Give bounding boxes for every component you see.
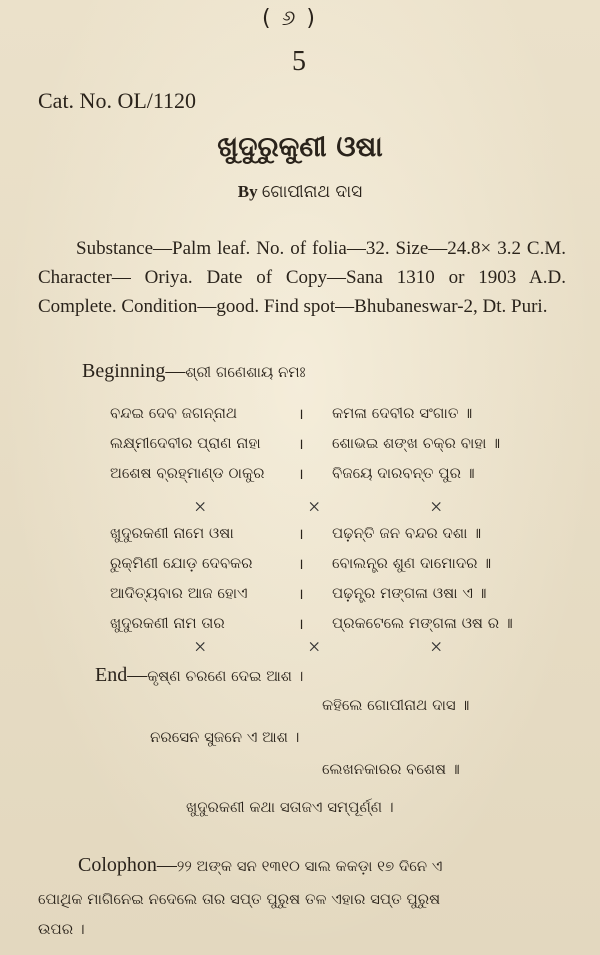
beginning-label: Beginning—: [82, 360, 186, 382]
verse-bar: ।: [298, 467, 304, 483]
page-marker: ( ୬ ): [262, 6, 317, 31]
byline: [0, 182, 600, 202]
verse-right: ପ୍ରକଟେଲେ ମଙ୍ଗଳା ଓଷ ର ॥: [332, 614, 513, 632]
cross-mark: ×: [194, 494, 207, 519]
verse-right: କମଳା ଦେବୀର ସଂଗାତ ॥: [332, 404, 473, 422]
verse-left: ରୁକ୍ମିଣୀ ଯୋଡ଼ ଦେବକର: [110, 554, 253, 572]
end-line: ନରସେନ ସୁଜନେ ଏ ଆଶ ।: [150, 728, 300, 746]
cross-mark: ×: [430, 634, 443, 659]
verse-left: ଖୁଦୁରକଣୀ ନାମ ତାର: [110, 614, 225, 632]
colophon-line: ୨୨ ଅଙ୍କ ସନ ୧୩୧୦ ସାଲ କକଡ଼ା ୧୭ ଦିନେ ଏ: [176, 857, 443, 875]
verse-right: ବୋଲନ୍ତ୍ର ଶୁଣ ଦାମୋଦର ॥: [332, 554, 492, 572]
verse-right: ଶୋଭଇ ଶଙ୍ଖ ଚକ୍ର ବାହା ॥: [332, 434, 501, 452]
author-name: ଗୋପୀନାଥ ଦାସ: [261, 182, 363, 202]
verse-right: ପଢ଼ନ୍ତି ଜନ ବନ୍ଦର ଦଶା ॥: [332, 524, 482, 542]
end-closing: ଖୁଦୁରକଣୀ କଥା ସତାଜଏ ସମ୍ପୂର୍ଣ୍ଣ ।: [186, 798, 394, 816]
verse-left: ବନ୍ଦଇ ଦେବ ଜଗନ୍ନାଥ: [110, 404, 238, 422]
end-line: ଲେଖନକାରର ବଶେଷ ॥: [322, 760, 460, 778]
verse-bar: ।: [298, 557, 304, 573]
colophon-label: Colophon—: [78, 854, 177, 876]
invocation: ଶ୍ରୀ ଗଣେଶାୟ ନମଃ: [185, 363, 306, 381]
verse-left: ଆଦିତ୍ୟବାର ଆଜ ହୋଏ: [110, 584, 248, 602]
cross-mark: ×: [430, 494, 443, 519]
verse-left: ଖୁଦୁରକଣୀ ନାମେ ଓଷା: [110, 524, 234, 542]
catalog-number: Cat. No. OL/1120: [38, 88, 197, 113]
manuscript-title: ଖୁଦୁରୁକୁଣୀ ଓଷା: [217, 130, 383, 163]
verse-right: ପଢ଼ନ୍ତ୍ର ମଙ୍ଗଳା ଓଷା ଏ ॥: [332, 584, 487, 602]
manuscript-description: Substance—Palm leaf. No. of folia—32. Size—24.8× 3.2 C.M. Character— Oriya. Date of Copy—Sana 1310 or 1903 A.D. Complete. Condition—good. Find spot—Bhubaneswar-2, Dt. Puri.: [38, 238, 566, 317]
cross-mark: ×: [308, 494, 321, 519]
verse-bar: ।: [298, 407, 304, 423]
end-line: କୃଷ୍ଣ ଚରଣେ ଦେଇ ଆଶ ।: [147, 667, 304, 685]
verse-bar: ।: [298, 617, 304, 633]
verse-left: ଅଶେଷ ବ୍ରହ୍ମାଣ୍ଡ ଠାକୁର: [110, 464, 265, 482]
colophon-section: [78, 854, 442, 877]
byline-prefix: By: [237, 182, 258, 201]
cross-mark: ×: [308, 634, 321, 659]
beginning-section: [82, 360, 305, 383]
end-line: କହିଲେ ଗୋପୀନାଥ ଦାସ ॥: [322, 696, 470, 714]
colophon-line: ଉପର ।: [38, 920, 85, 938]
end-label: End—: [95, 664, 148, 686]
colophon-line: ପୋଥିକ ମାଗିନେଇ ନଦେଲେ ତାର ସପ୍ତ ପୁରୁଷ ତଳ ଏହାର ସପ୍ତ ପୁରୁଷ: [38, 890, 441, 908]
end-section: [95, 664, 303, 687]
verse-bar: ।: [298, 587, 304, 603]
verse-left: ଲକ୍ଷ୍ମୀଦେବୀର ପ୍ରାଣ ନାହା: [110, 434, 261, 452]
cross-mark: ×: [194, 634, 207, 659]
verse-right: ବିଜୟେ ଦାରବନ୍ତ ପୁର ॥: [332, 464, 475, 482]
page-number: 5: [292, 46, 306, 77]
verse-bar: ।: [298, 527, 304, 543]
verse-bar: ।: [298, 437, 304, 453]
